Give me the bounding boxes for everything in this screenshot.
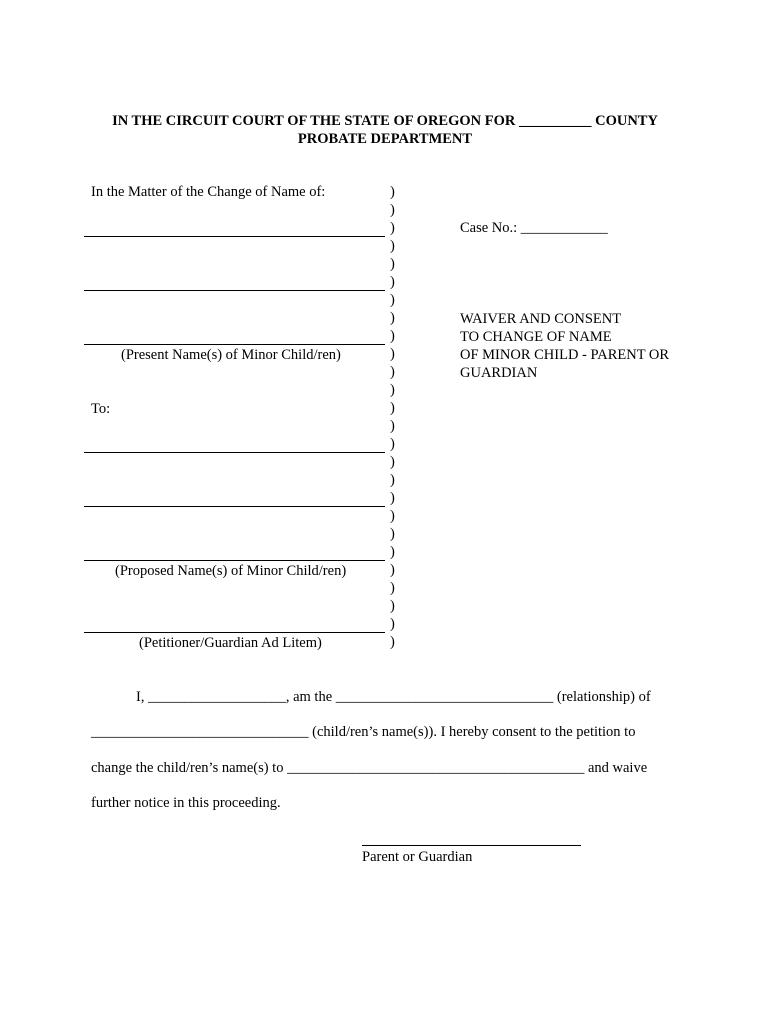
caption-parenthesis: ): [390, 616, 395, 632]
caption-parenthesis: ): [390, 274, 395, 290]
signature-label: Parent or Guardian: [362, 849, 473, 865]
caption-parenthesis: ): [390, 256, 395, 272]
caption-parenthesis: ): [390, 490, 395, 506]
caption-parenthesis: ): [390, 328, 395, 344]
caption-parenthesis: ): [390, 544, 395, 560]
matter-label: In the Matter of the Change of Name of:: [91, 184, 326, 200]
proposed-name-line-3[interactable]: [84, 560, 385, 561]
proposed-name-line-2[interactable]: [84, 506, 385, 507]
caption-parenthesis: ): [390, 580, 395, 596]
document-title-line-4: GUARDIAN: [460, 365, 538, 381]
body-line-3: change the child/ren’s name(s) to _________________________________________ and waive: [91, 760, 648, 776]
caption-parenthesis: ): [390, 436, 395, 452]
petitioner-label: (Petitioner/Guardian Ad Litem): [139, 635, 322, 651]
petitioner-line[interactable]: [84, 632, 385, 633]
document-title-line-1: WAIVER AND CONSENT: [460, 311, 622, 327]
present-name-line-2[interactable]: [84, 290, 385, 291]
document-title-line-2: TO CHANGE OF NAME: [460, 329, 612, 345]
caption-parenthesis: ): [390, 634, 395, 650]
present-name-line-1[interactable]: [84, 236, 385, 237]
document-title-line-3: OF MINOR CHILD - PARENT OR: [460, 347, 670, 363]
caption-parenthesis: ): [390, 310, 395, 326]
caption-parenthesis: ): [390, 382, 395, 398]
caption-parenthesis: ): [390, 292, 395, 308]
signature-line[interactable]: [362, 845, 581, 846]
to-label: To:: [91, 401, 111, 417]
caption-parenthesis: ): [390, 346, 395, 362]
caption-parenthesis: ): [390, 184, 395, 200]
caption-parenthesis: ): [390, 220, 395, 236]
caption-parenthesis: ): [390, 202, 395, 218]
caption-parenthesis: ): [390, 418, 395, 434]
caption-parenthesis: ): [390, 562, 395, 578]
caption-parenthesis: ): [390, 508, 395, 524]
caption-parenthesis: ): [390, 598, 395, 614]
department-heading: PROBATE DEPARTMENT: [297, 131, 473, 147]
caption-parenthesis: ): [390, 364, 395, 380]
caption-parenthesis: ): [390, 472, 395, 488]
court-heading: IN THE CIRCUIT COURT OF THE STATE OF OREGON FOR __________ COUNTY: [112, 113, 658, 129]
caption-parenthesis: ): [390, 238, 395, 254]
proposed-name-label: (Proposed Name(s) of Minor Child/ren): [115, 563, 347, 579]
caption-parenthesis: ): [390, 400, 395, 416]
proposed-name-line-1[interactable]: [84, 452, 385, 453]
caption-parenthesis: ): [390, 526, 395, 542]
body-line-2: ______________________________ (child/ren’s name(s)). I hereby consent to the petition to: [91, 724, 636, 740]
present-name-line-3[interactable]: [84, 344, 385, 345]
present-name-label: (Present Name(s) of Minor Child/ren): [121, 347, 341, 363]
body-line-4: further notice in this proceeding.: [91, 795, 281, 811]
case-number: Case No.: ____________: [460, 220, 608, 236]
body-line-1: I, ___________________, am the ______________________________ (relationship) of: [136, 689, 651, 705]
caption-parenthesis: ): [390, 454, 395, 470]
